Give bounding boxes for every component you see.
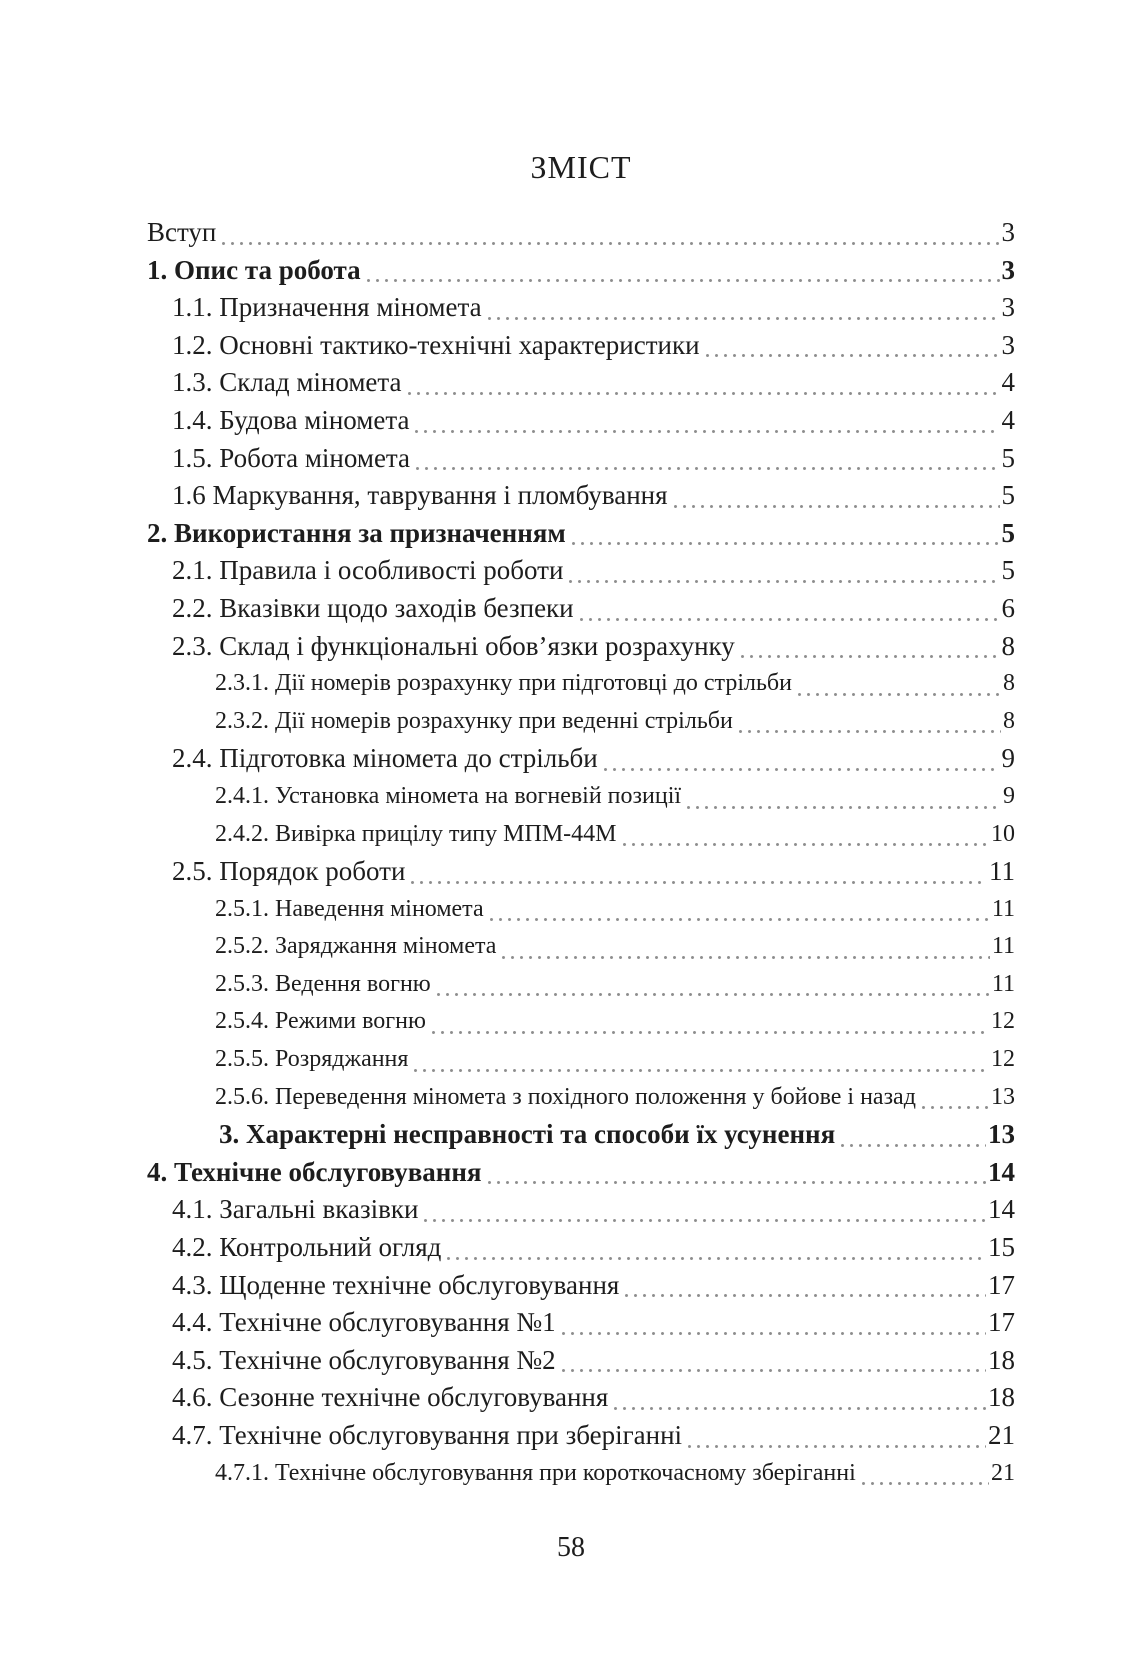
toc-entry [147, 853, 1015, 891]
toc-entry-label: 2.5.5. Розряджання [215, 1046, 409, 1073]
toc-page-number: 11 [991, 970, 1015, 997]
toc-entry [147, 665, 1015, 703]
toc-entry-label: Вступ [147, 217, 217, 247]
toc-entry-label: 2.3.2. Дії номерів розрахунку при веденні стрільби [215, 707, 733, 734]
toc-entry-label: 2.5.6. Переведення міномета з похідного положення у бойове і назад [215, 1083, 916, 1110]
toc-page-number: 4 [1001, 404, 1015, 435]
toc-entry-label: 1.2. Основні тактико-технічні характеристики [172, 329, 700, 360]
toc-dot-leader [447, 1257, 986, 1260]
toc-entry-label: 1. Опис та робота [147, 254, 361, 285]
toc-page-number: 10 [991, 820, 1015, 847]
toc-page-number: 3 [1001, 292, 1015, 323]
toc-entry [147, 252, 1015, 290]
toc-dot-leader [488, 1181, 986, 1184]
toc-entry-label: 1.6 Маркування, таврування і пломбування [172, 480, 668, 511]
toc-page-number: 3 [1001, 217, 1015, 247]
toc-entry-label: 4.5. Технічне обслуговування №2 [172, 1344, 556, 1375]
toc-entry [147, 1267, 1015, 1305]
toc-entry [147, 928, 1015, 966]
toc-entry [147, 515, 1015, 553]
toc-entry [147, 1041, 1015, 1079]
toc-entry-label: 2.5.4. Режими вогню [215, 1008, 426, 1035]
toc-entry [147, 1154, 1015, 1192]
toc-dot-leader [222, 242, 999, 245]
toc-dot-leader [502, 956, 989, 959]
toc-entry [147, 1417, 1015, 1455]
toc-dot-leader [580, 618, 1000, 621]
toc-entry-label: 4.1. Загальні вказівки [172, 1194, 419, 1225]
toc-entry-label: 2.5.1. Наведення міномета [215, 895, 484, 922]
toc-dot-leader [411, 881, 987, 884]
toc-page-number: 12 [991, 1008, 1015, 1035]
toc-entry-label: 2.5. Порядок роботи [172, 856, 406, 887]
toc-dot-leader [562, 1332, 986, 1335]
toc-dot-leader [569, 580, 999, 583]
toc-page-number: 11 [989, 856, 1015, 887]
toc-dot-leader [674, 505, 1000, 508]
toc-entry [147, 778, 1015, 816]
toc-entry [147, 289, 1015, 327]
toc-entry [147, 628, 1015, 666]
toc-page-number: 4 [1001, 367, 1015, 398]
toc-dot-leader [408, 392, 1000, 395]
toc-entry-label: 2.4.2. Вивірка прицілу типу МПМ-44М [215, 820, 617, 847]
toc-entry-label: 1.5. Робота міномета [172, 442, 411, 473]
toc-entry-label: 2.3. Склад і функціональні обов’язки розрахунку [172, 630, 735, 661]
toc-entry [147, 364, 1015, 402]
toc-dot-leader [841, 1144, 986, 1147]
toc-dot-leader [862, 1482, 989, 1485]
toc-entry-label: 1.1. Призначення міномета [172, 292, 482, 323]
toc-page-number: 8 [1003, 670, 1015, 697]
toc-entry-label: 2.4.1. Установка міномета на вогневій позиції [215, 782, 682, 809]
toc-entry-label: 1.3. Склад міномета [172, 367, 402, 398]
toc-entry [147, 440, 1015, 478]
toc-entry-label: 3. Характерні несправності та способи їх усунення [219, 1119, 836, 1150]
toc-entry-label: 2.1. Правила і особливості роботи [172, 555, 564, 586]
toc-dot-leader [614, 1407, 986, 1410]
toc-entry [147, 402, 1015, 440]
toc-dot-leader [623, 843, 990, 846]
toc-dot-leader [432, 1031, 989, 1034]
toc-entry [147, 1116, 1015, 1154]
toc-page-number: 17 [988, 1269, 1015, 1300]
toc-entry-label: 2.2. Вказівки щодо заходів безпеки [172, 592, 574, 623]
toc-dot-leader [490, 918, 990, 921]
toc-dot-leader [424, 1219, 986, 1222]
toc-entry [147, 590, 1015, 628]
toc-entry-label: 2.4. Підготовка міномета до стрільби [172, 743, 598, 774]
toc-page-number: 14 [988, 1194, 1015, 1225]
toc-page-number: 9 [1001, 743, 1015, 774]
toc-page-number: 3 [1001, 254, 1015, 285]
toc-entry-label: 4.7.1. Технічне обслуговування при короткочасному зберіганні [215, 1459, 856, 1486]
toc-entry-label: 2. Використання за призначенням [147, 517, 566, 548]
toc-entry-label: 2.3.1. Дії номерів розрахунку при підготовці до стрільби [215, 670, 792, 697]
toc-dot-leader [437, 993, 990, 996]
toc-dot-leader [604, 768, 1000, 771]
toc-page-number: 21 [988, 1420, 1015, 1450]
toc-page-number: 18 [988, 1382, 1015, 1413]
toc-page-number: 13 [988, 1119, 1015, 1150]
toc-page-number: 5 [1001, 442, 1015, 473]
toc-entry [147, 1455, 1015, 1493]
toc-dot-leader [706, 354, 1000, 357]
toc-dot-leader [741, 655, 1000, 658]
toc-dot-leader [415, 430, 999, 433]
toc-dot-leader [416, 467, 999, 470]
toc-entry [147, 1229, 1015, 1267]
toc-entry [147, 740, 1015, 778]
toc-entry-label: 4.4. Технічне обслуговування №1 [172, 1307, 556, 1338]
page-title: ЗМІСТ [530, 149, 632, 185]
toc-page-number: 5 [1001, 480, 1015, 511]
toc-entry-label: 4.2. Контрольний огляд [172, 1232, 442, 1263]
toc-entry [147, 1003, 1015, 1041]
toc-page-number: 18 [988, 1344, 1015, 1375]
toc-entry [147, 1079, 1015, 1117]
toc-dot-leader [798, 693, 1001, 696]
toc-page-number: 14 [988, 1156, 1015, 1187]
toc-dot-leader [572, 542, 1000, 545]
toc-entry [147, 703, 1015, 741]
toc-entry [147, 816, 1015, 854]
table-of-contents [147, 214, 1015, 1492]
toc-entry-label: 4.6. Сезонне технічне обслуговування [172, 1382, 609, 1413]
toc-dot-leader [739, 730, 1001, 733]
toc-page-number: 11 [991, 895, 1015, 922]
toc-dot-leader [562, 1369, 986, 1372]
toc-entry [147, 552, 1015, 590]
toc-entry-label: 4.7. Технічне обслуговування при зберіганні [172, 1420, 683, 1450]
toc-entry [147, 891, 1015, 929]
toc-dot-leader [922, 1106, 989, 1109]
toc-entry [147, 327, 1015, 365]
toc-dot-leader [414, 1069, 989, 1072]
toc-entry-label: 1.4. Будова міномета [172, 404, 410, 435]
toc-dot-leader [688, 1445, 986, 1448]
toc-page-number: 8 [1003, 707, 1015, 734]
toc-dot-leader [687, 806, 1001, 809]
toc-entry [147, 1191, 1015, 1229]
toc-entry-label: 4. Технічне обслуговування [147, 1156, 482, 1187]
toc-page-number: 13 [991, 1083, 1015, 1110]
toc-entry-label: 2.5.3. Ведення вогню [215, 970, 431, 997]
toc-page-number: 6 [1001, 592, 1015, 623]
toc-dot-leader [367, 279, 1000, 282]
toc-page-number: 5 [1001, 517, 1015, 548]
toc-page-number: 3 [1001, 329, 1015, 360]
toc-page-number: 11 [991, 933, 1015, 960]
toc-dot-leader [625, 1294, 986, 1297]
toc-page-number: 17 [988, 1307, 1015, 1338]
toc-entry [147, 1342, 1015, 1380]
toc-page-number: 9 [1003, 782, 1015, 809]
toc-page-number: 5 [1001, 555, 1015, 586]
toc-entry [147, 1304, 1015, 1342]
toc-entry [147, 477, 1015, 515]
toc-page-number: 8 [1001, 630, 1015, 661]
toc-entry [147, 214, 1015, 252]
toc-dot-leader [488, 317, 1000, 320]
toc-entry [147, 1379, 1015, 1417]
toc-entry-label: 2.5.2. Заряджання міномета [215, 933, 497, 960]
page-number-footer: 58 [557, 1532, 585, 1563]
toc-page-number: 15 [988, 1232, 1015, 1263]
toc-page-number: 12 [991, 1046, 1015, 1073]
toc-entry [147, 966, 1015, 1004]
toc-entry-label: 4.3. Щоденне технічне обслуговування [172, 1269, 620, 1300]
toc-page-number: 21 [991, 1459, 1015, 1486]
